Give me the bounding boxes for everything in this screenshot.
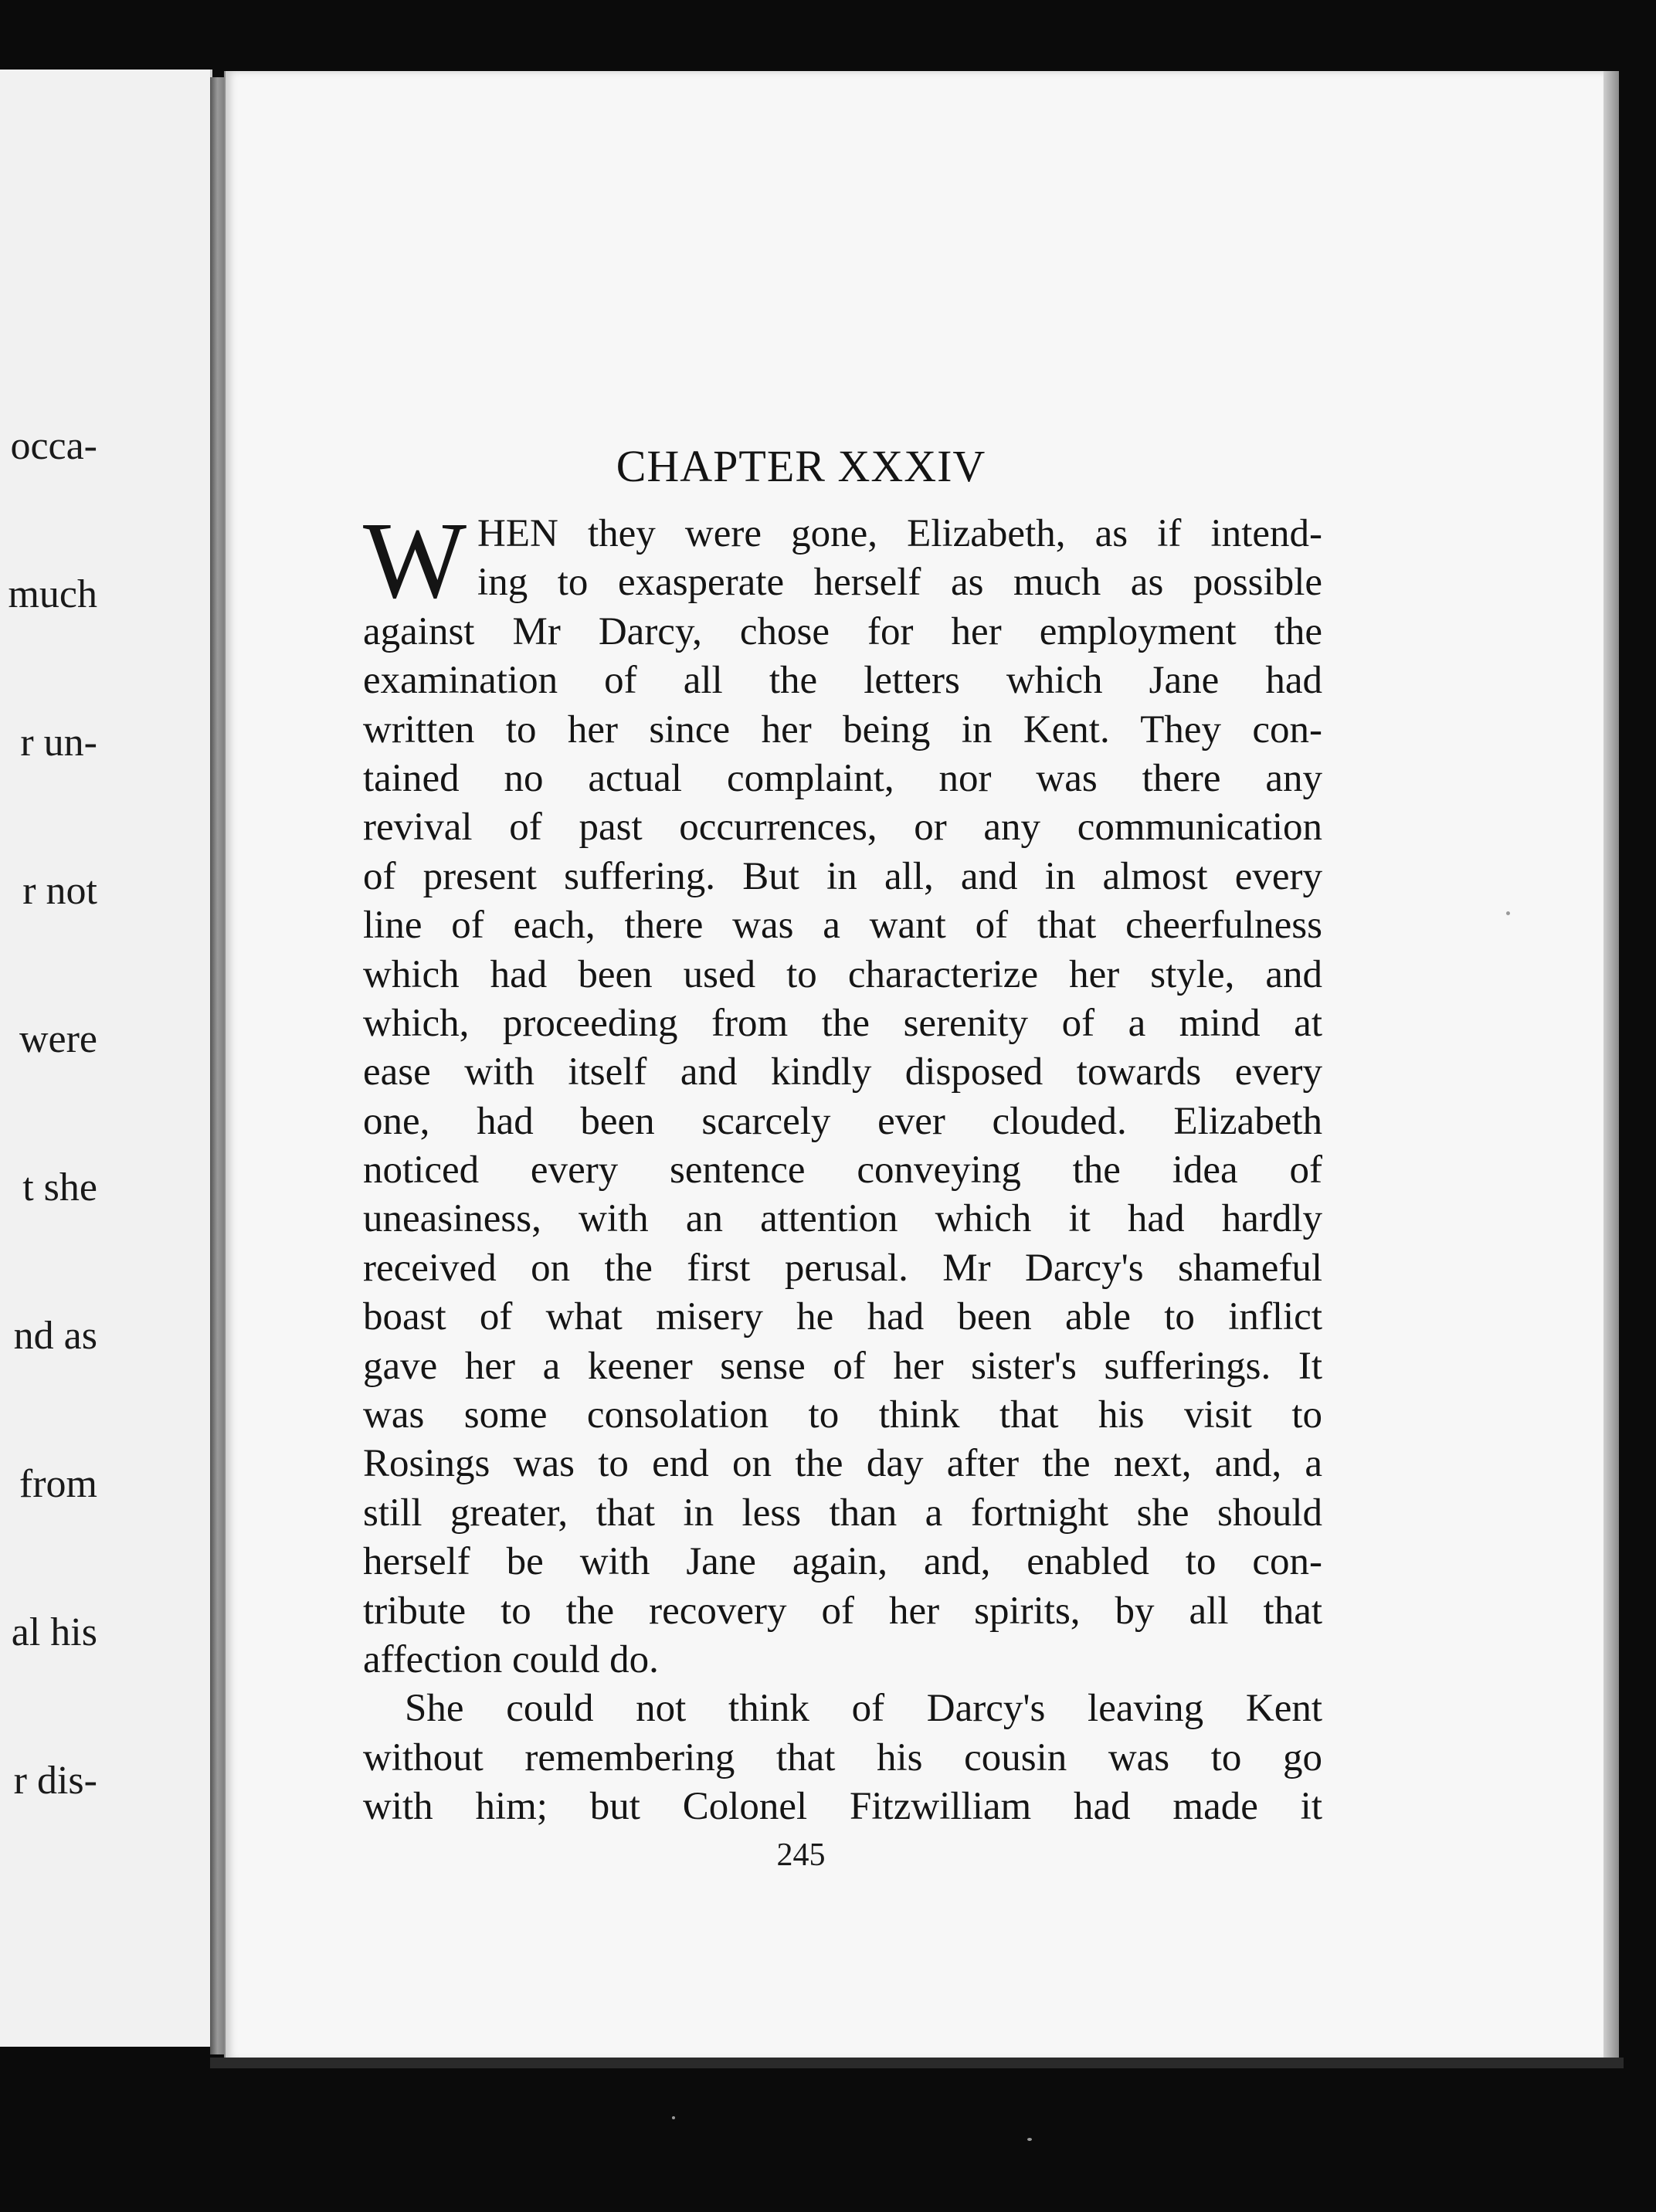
text-line: one, had been scarcely ever clouded. Elizabeth [363, 1099, 1322, 1143]
text-line: which, proceeding from the serenity of a mind at [363, 1001, 1322, 1045]
left-page-line: r dis- [13, 1759, 97, 1803]
opening-lines [363, 510, 1322, 608]
scan-speck [672, 2116, 675, 2119]
text-line: line of each, there was a want of that cheerfulness [363, 904, 1322, 948]
page-bottom-shadow [210, 2058, 1624, 2068]
text-line: noticed every sentence conveying the idea of [363, 1148, 1322, 1193]
text-line: still greater, that in less than a fortnight she should [363, 1491, 1322, 1535]
text-line: uneasiness, with an attention which it had hardly [363, 1197, 1322, 1241]
left-page-line: occa- [10, 424, 97, 468]
page-number: 245 [776, 1837, 826, 1873]
text-line: revival of past occurrences, or any communication [363, 806, 1322, 850]
chapter-title: CHAPTER XXXIV [616, 441, 986, 491]
scan-speck [1027, 2138, 1032, 2141]
scan-speck [1506, 911, 1510, 915]
body-text [363, 510, 1322, 1832]
text-line: ing to exasperate herself as much as possible [477, 561, 1322, 605]
text-line: gave her a keener sense of her sister's sufferings. It [363, 1344, 1322, 1388]
paragraph-1 [363, 608, 1322, 1685]
text-line: tribute to the recovery of her spirits, by all that [363, 1589, 1322, 1633]
text-line: boast of what misery he had been able to inflict [363, 1295, 1322, 1339]
paragraph-2 [363, 1684, 1322, 1831]
text-line: ease with itself and kindly disposed towards every [363, 1050, 1322, 1094]
left-page-line: r not [22, 869, 97, 913]
text-line: herself be with Jane again, and, enabled to con- [363, 1540, 1322, 1584]
left-page-line: t she [22, 1165, 97, 1209]
left-page-text [0, 323, 210, 1905]
text-line: examination of all the letters which Jane had [363, 659, 1322, 703]
text-line: against Mr Darcy, chose for her employment the [363, 609, 1322, 653]
left-page-line: from [19, 1462, 97, 1506]
text-line: Rosings was to end on the day after the next, and, a [363, 1442, 1322, 1486]
text-line: She could not think of Darcy's leaving Kent [405, 1687, 1322, 1731]
text-line: HEN they were gone, Elizabeth, as if intend- [477, 512, 1322, 555]
text-line: affection could do. [363, 1637, 659, 1681]
text-line: was some consolation to think that his visit to [363, 1393, 1322, 1437]
text-line: tained no actual complaint, nor was there any [363, 756, 1322, 800]
left-page-line: much [8, 572, 97, 616]
text-line: received on the first perusal. Mr Darcy's shameful [363, 1246, 1322, 1290]
text-line: of present suffering. But in all, and in almost every [363, 854, 1322, 898]
left-page-line: nd as [13, 1314, 97, 1358]
left-page-line: were [19, 1017, 97, 1061]
text-line: which had been used to characterize her style, and [363, 952, 1322, 996]
left-page-line: al his [11, 1610, 97, 1654]
text-line: written to her since her being in Kent. They con- [363, 707, 1322, 751]
left-page [0, 70, 212, 2047]
text-line: with him; but Colonel Fitzwilliam had made it [363, 1785, 1322, 1829]
drop-cap: W [363, 510, 467, 608]
left-page-line: r un- [20, 721, 97, 765]
text-line: without remembering that his cousin was to go [363, 1735, 1322, 1779]
page-edge [1603, 71, 1619, 2061]
